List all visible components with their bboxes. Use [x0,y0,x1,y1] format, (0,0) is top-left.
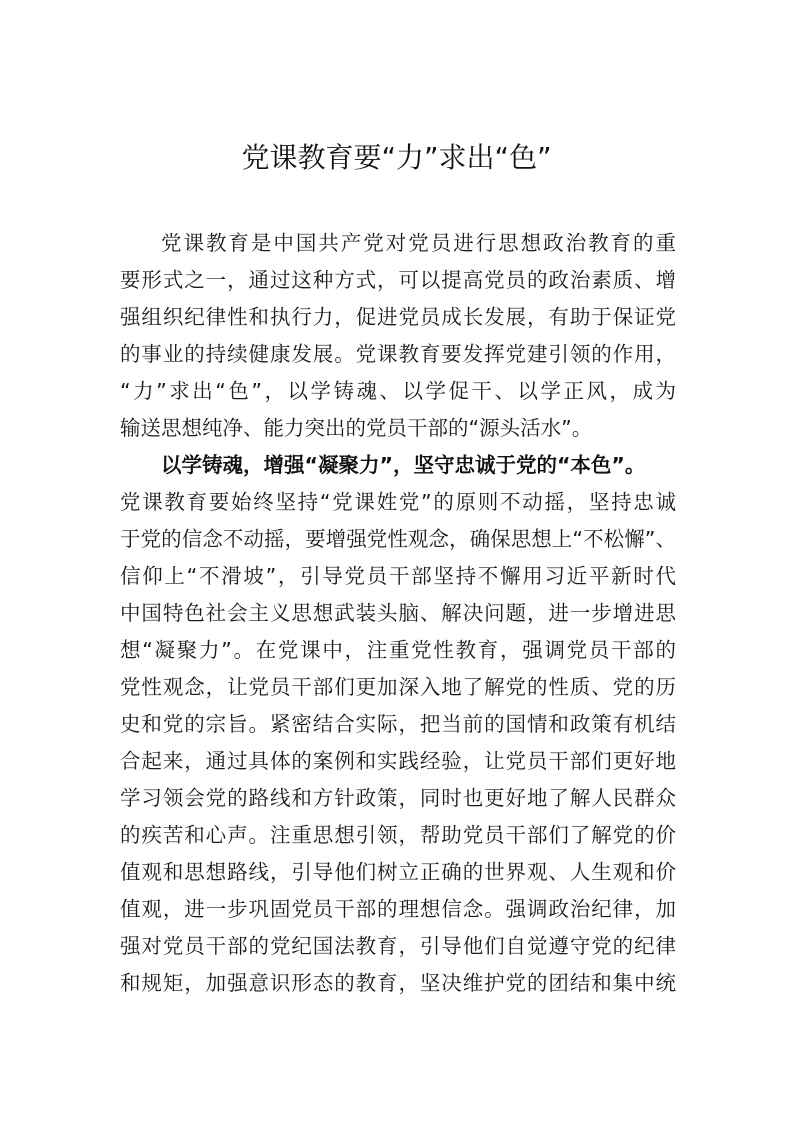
text-line: 史和党的宗旨。紧密结合实际，把当前的国情和政策有机结 [120,712,676,736]
intro-paragraph [120,225,676,447]
text-line: 值观，进一步巩固党员干部的理想信念。强调政治纪律，加 [120,897,676,921]
text-line: 于党的信念不动摇，要增强党性观念，确保思想上“不松懈”、 [120,527,676,551]
section-heading: 以学铸魂，增强“凝聚力”，坚守忠诚于党的“本色”。 [161,453,646,477]
document-body [120,225,676,1002]
text-line: 强对党员干部的党纪国法教育，引导他们自觉遵守党的纪律 [120,934,676,958]
text-line: 值观和思想路线，引导他们树立正确的世界观、人生观和价 [120,860,676,884]
text-line: 的事业的持续健康发展。党课教育要发挥党建引领的作用， [120,342,676,366]
text-line: “力”求出“色”，以学铸魂、以学促干、以学正风，成为 [120,379,676,403]
text-line: 学习领会党的路线和方针政策，同时也更好地了解人民群众 [120,786,676,810]
text-line: 信仰上“不滑坡”，引导党员干部坚持不懈用习近平新时代 [120,564,676,588]
text-line: 和规矩，加强意识形态的教育，坚决维护党的团结和集中统 [120,971,676,995]
text-line: 强组织纪律性和执行力，促进党员成长发展，有助于保证党 [120,305,676,329]
text-line: 输送思想纯净、能力突出的党员干部的“源头活水”。 [120,416,593,440]
document-title: 党课教育要“力”求出“色” [241,141,552,174]
text-line: 合起来，通过具体的案例和实践经验，让党员干部们更好地 [120,749,676,773]
text-line: 中国特色社会主义思想武装头脑、解决问题，进一步增进思 [120,601,676,625]
text-line: 要形式之一，通过这种方式，可以提高党员的政治素质、增 [120,268,676,292]
section-paragraph [120,447,676,1002]
text-line: 党课教育要始终坚持“党课姓党”的原则不动摇，坚持忠诚 [120,490,676,514]
text-line: 党性观念，让党员干部们更加深入地了解党的性质、党的历 [120,675,676,699]
text-line: 党课教育是中国共产党对党员进行思想政治教育的重 [161,231,676,255]
text-line: 想“凝聚力”。在党课中，注重党性教育，强调党员干部的 [120,638,676,662]
text-line: 的疾苦和心声。注重思想引领，帮助党员干部们了解党的价 [120,823,676,847]
